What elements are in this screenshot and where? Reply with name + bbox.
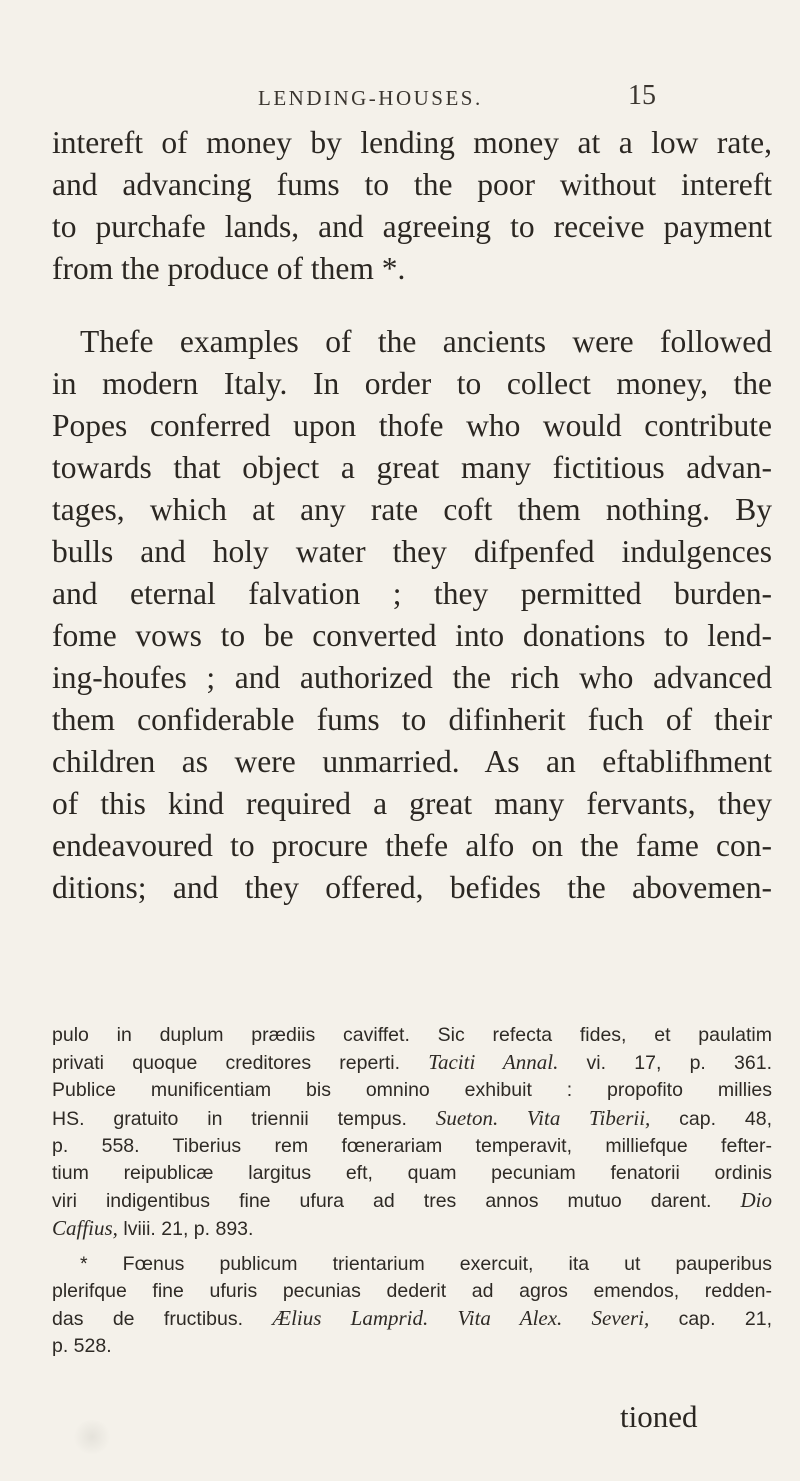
citation-italic: Dio: [740, 1188, 772, 1213]
footnote-line: [52, 1278, 772, 1305]
footnotes: [52, 1022, 772, 1360]
running-head: [258, 80, 678, 124]
main-text: [52, 122, 772, 909]
footnote-line: [52, 1305, 772, 1333]
footnote-line: [52, 1077, 772, 1104]
text-line: of this kind required a great many fervants, they: [52, 786, 772, 821]
footnote-text: * Fœnus publicum trientarium exercuit, ita ut pauperibus: [80, 1252, 772, 1275]
footnote-text: das de fructibus.: [52, 1308, 273, 1331]
paragraph-2: [52, 321, 772, 909]
text-line: Thefe examples of the ancients were followed: [80, 324, 772, 359]
footnote-text: cap. 48,: [650, 1107, 772, 1130]
paper-smudge: [72, 1420, 112, 1454]
footnote-line: [52, 1333, 772, 1360]
footnote-text: lviii. 21, p. 893.: [117, 1218, 254, 1241]
citation-italic: Taciti Annal.: [428, 1050, 559, 1075]
citation-italic: Caffius,: [52, 1216, 118, 1241]
footnote-text: tium reipublicæ largitus eft, quam pecuniam fenatorii ordinis: [52, 1162, 772, 1185]
footnote-line: [52, 1215, 772, 1243]
citation-italic: Sueton. Vita Tiberii,: [435, 1105, 651, 1130]
text-line: fome vows to be converted into donations to lend-: [52, 618, 772, 653]
running-title: LENDING-HOUSES.: [258, 86, 483, 110]
footnote-text: p. 558. Tiberius rem fœnerariam temperavit, milliefque fefter-: [52, 1134, 772, 1157]
text-line: in modern Italy. In order to collect money, the: [52, 366, 772, 401]
footnote-line: [52, 1160, 772, 1187]
text-line: and eternal falvation ; they permitted burden-: [52, 576, 772, 611]
paragraph-gap: [52, 290, 772, 321]
text-line: them confiderable fums to difinherit fuch of their: [52, 702, 772, 737]
footnote-line: [52, 1133, 772, 1160]
text-line: Popes conferred upon thofe who would contribute: [52, 408, 772, 443]
text-line: intereft of money by lending money at a low rate,: [52, 125, 772, 160]
footnote-continued: [52, 1022, 772, 1244]
footnote-line: [52, 1187, 772, 1215]
footnote-text: pulo in duplum prædiis caviffet. Sic refecta fides, et paulatim: [52, 1024, 772, 1046]
text-line: from the produce of them *.: [52, 251, 406, 286]
text-line: ing-houfes ; and authorized the rich who advanced: [52, 660, 772, 695]
footnote-text: privati quoque creditores reperti.: [52, 1052, 429, 1075]
footnote-text: Publice munificentiam bis omnino exhibuit : propofito millies: [52, 1079, 772, 1102]
text-line: and advancing fums to the poor without intereft: [52, 167, 772, 202]
text-line: endeavoured to procure thefe alfo on the fame con-: [52, 828, 772, 863]
footnote-asterisk: [52, 1251, 772, 1361]
citation-italic: Ælius Lamprid. Vita Alex. Severi,: [272, 1306, 650, 1331]
text-line: tages, which at any rate coft them nothing. By: [52, 492, 772, 527]
text-line: bulls and holy water they difpenfed indulgences: [52, 534, 772, 569]
footnote-text: p. 528.: [52, 1335, 112, 1358]
text-line: towards that object a great many fictitious advan-: [52, 450, 772, 485]
page-number: 15: [628, 80, 656, 111]
footnote-text: viri indigentibus fine ufura ad tres annos mutuo darent.: [52, 1190, 741, 1213]
footnote-line: [52, 1022, 772, 1049]
footnote-text: vi. 17, p. 361.: [558, 1052, 772, 1075]
footnote-line: [52, 1049, 772, 1077]
paragraph-1: [52, 122, 772, 290]
footnote-text: plerifque fine ufuris pecunias dederit ad agros emendos, redden-: [52, 1279, 772, 1302]
footnote-text: HS. gratuito in triennii tempus.: [52, 1107, 436, 1130]
catchword: tioned: [620, 1399, 698, 1434]
text-line: to purchafe lands, and agreeing to receive payment: [52, 209, 772, 244]
footnote-line: [52, 1251, 772, 1278]
text-line: children as were unmarried. As an eftablifhment: [52, 744, 772, 779]
text-line: ditions; and they offered, befides the abovemen-: [52, 870, 772, 905]
footnote-text: cap. 21,: [649, 1308, 773, 1331]
footnote-line: [52, 1105, 772, 1133]
